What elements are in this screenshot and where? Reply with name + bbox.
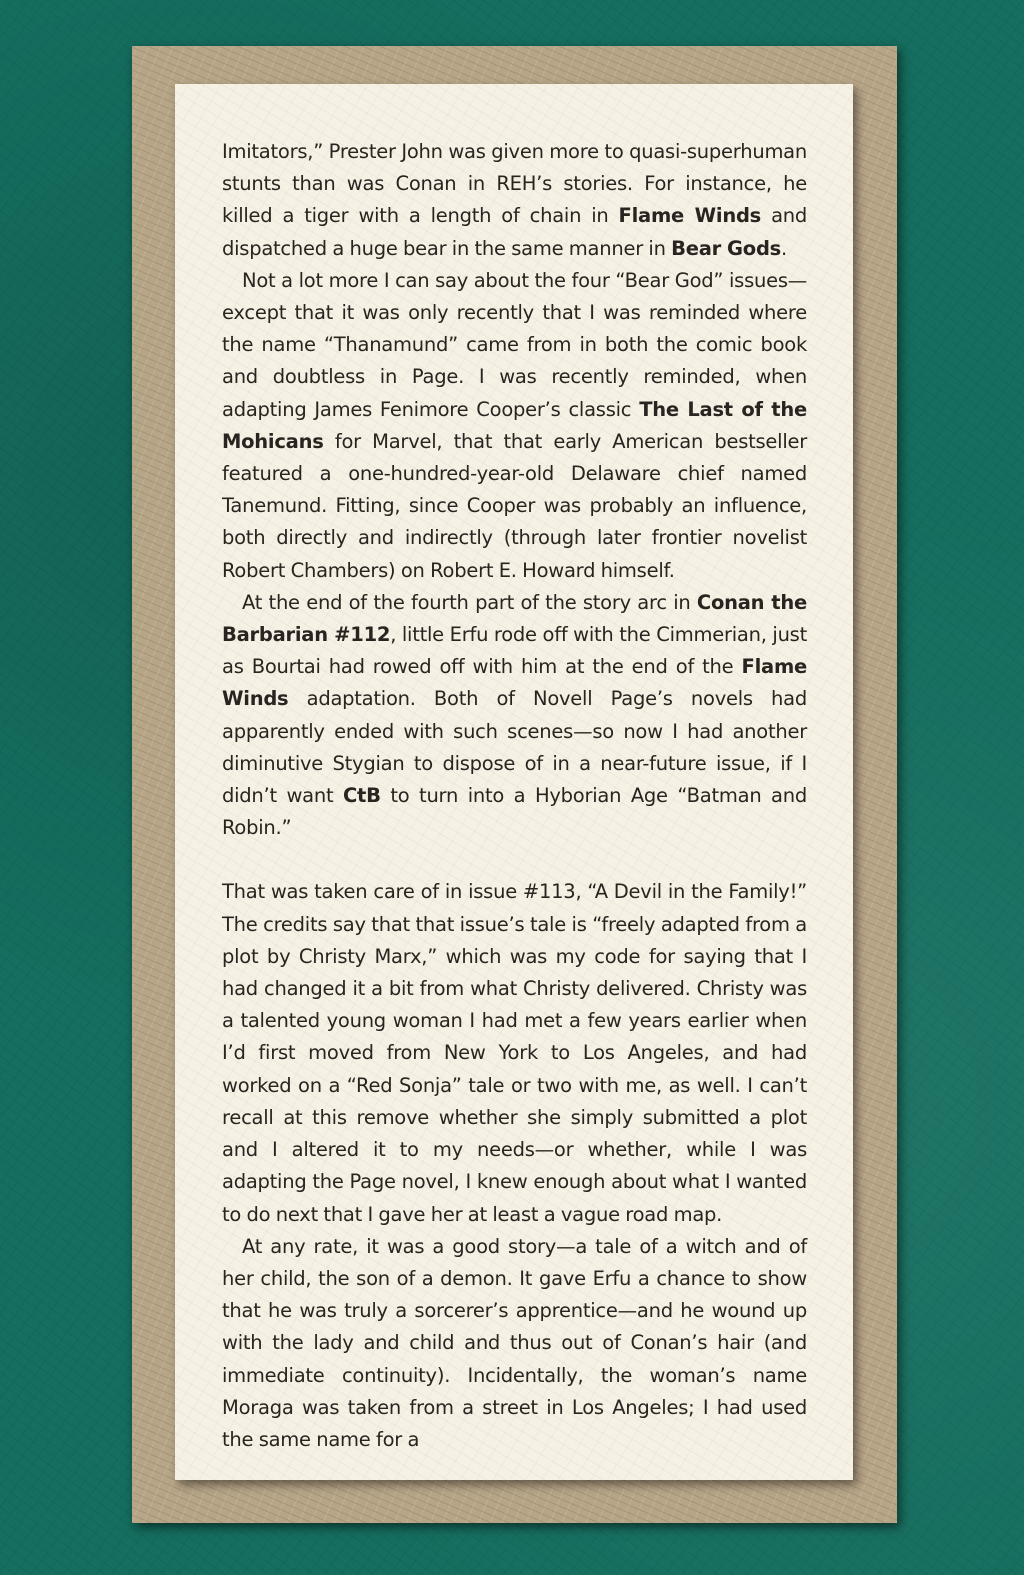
paragraph-5: At any rate, it was a good story—a tale of a witch and of her child, the son of a demon. It gave Erfu a chance to show that he was truly a sorcerer’s apprentice—and he wound up with the lady and child and thus out of Conan’s hair (and immediate continuity). Incidentally, the woman’s name Moraga was taken from a street in Los Angeles; I had used the same name for a <box>222 1234 807 1451</box>
title-bear-gods: Bear Gods <box>671 236 782 260</box>
paragraph-4: That was taken care of in issue #113, “A Devil in the Family!” The credits say that that issue’s tale is “freely adapted from a plot by Christy Marx,” which was my code for saying that I had changed it a bit from what Christy delivered. Christy was a talented young woman I had met a few years earlier when I’d first moved from New York to Los Angeles, and had worked on a “Red Sonja” tale or two with me, as well. I can’t recall at this remove whether she simply submitted a plot and I altered it to my needs—or whether, while I was adapting the Page novel, I knew enough about what I wanted to do next that I gave her at least a vague road map. <box>222 880 807 1226</box>
title-flame-winds: Flame Winds <box>222 655 807 711</box>
paragraph-1: Imitators,” Prester John was given more to quasi-superhuman stunts than was Conan in REH’s stories. For instance, he killed a tiger with a length of chain in Flame Winds and dispatched a huge bear in the same manner in Bear Gods. <box>222 140 808 260</box>
title-conan-the-barbarian-112: Conan the Barbarian #112 <box>222 590 807 647</box>
article-body <box>222 136 807 1456</box>
paragraph-3: At the end of the fourth part of the story arc in Conan the Barbarian #112, little Erfu rode off with the Cimmerian, just as Bourtai had rowed off with him at the end of the Flame Winds adaptation. Both of Novell Page’s novels had apparently ended with such scenes—so now I had another diminutive Stygian to dispose of in a near-future issue, if I didn’t want CtB to turn into a Hyborian Age “Batman and Robin.” <box>222 590 807 840</box>
paragraph-2: Not a lot more I can say about the four “Bear God” issues—except that it was only recently that I was reminded where the name “Thanamund” came from in both the comic book and doubtless in Page. I was recently reminded, when adapting James Fenimore Cooper’s classic The Last of the Mohicans for Marvel, that that early American bestseller featured a one-hundred-year-old Delaware chief named Tanemund. Fitting, since Cooper was probably an influence, both directly and indirectly (through later frontier novelist Robert Chambers) on Robert E. Howard himself. <box>222 268 807 582</box>
title-last-of-the-mohicans: The Last of the Mohicans <box>222 397 807 453</box>
title-flame-winds: Flame Winds <box>618 204 762 228</box>
title-ctb: CtB <box>343 784 381 808</box>
